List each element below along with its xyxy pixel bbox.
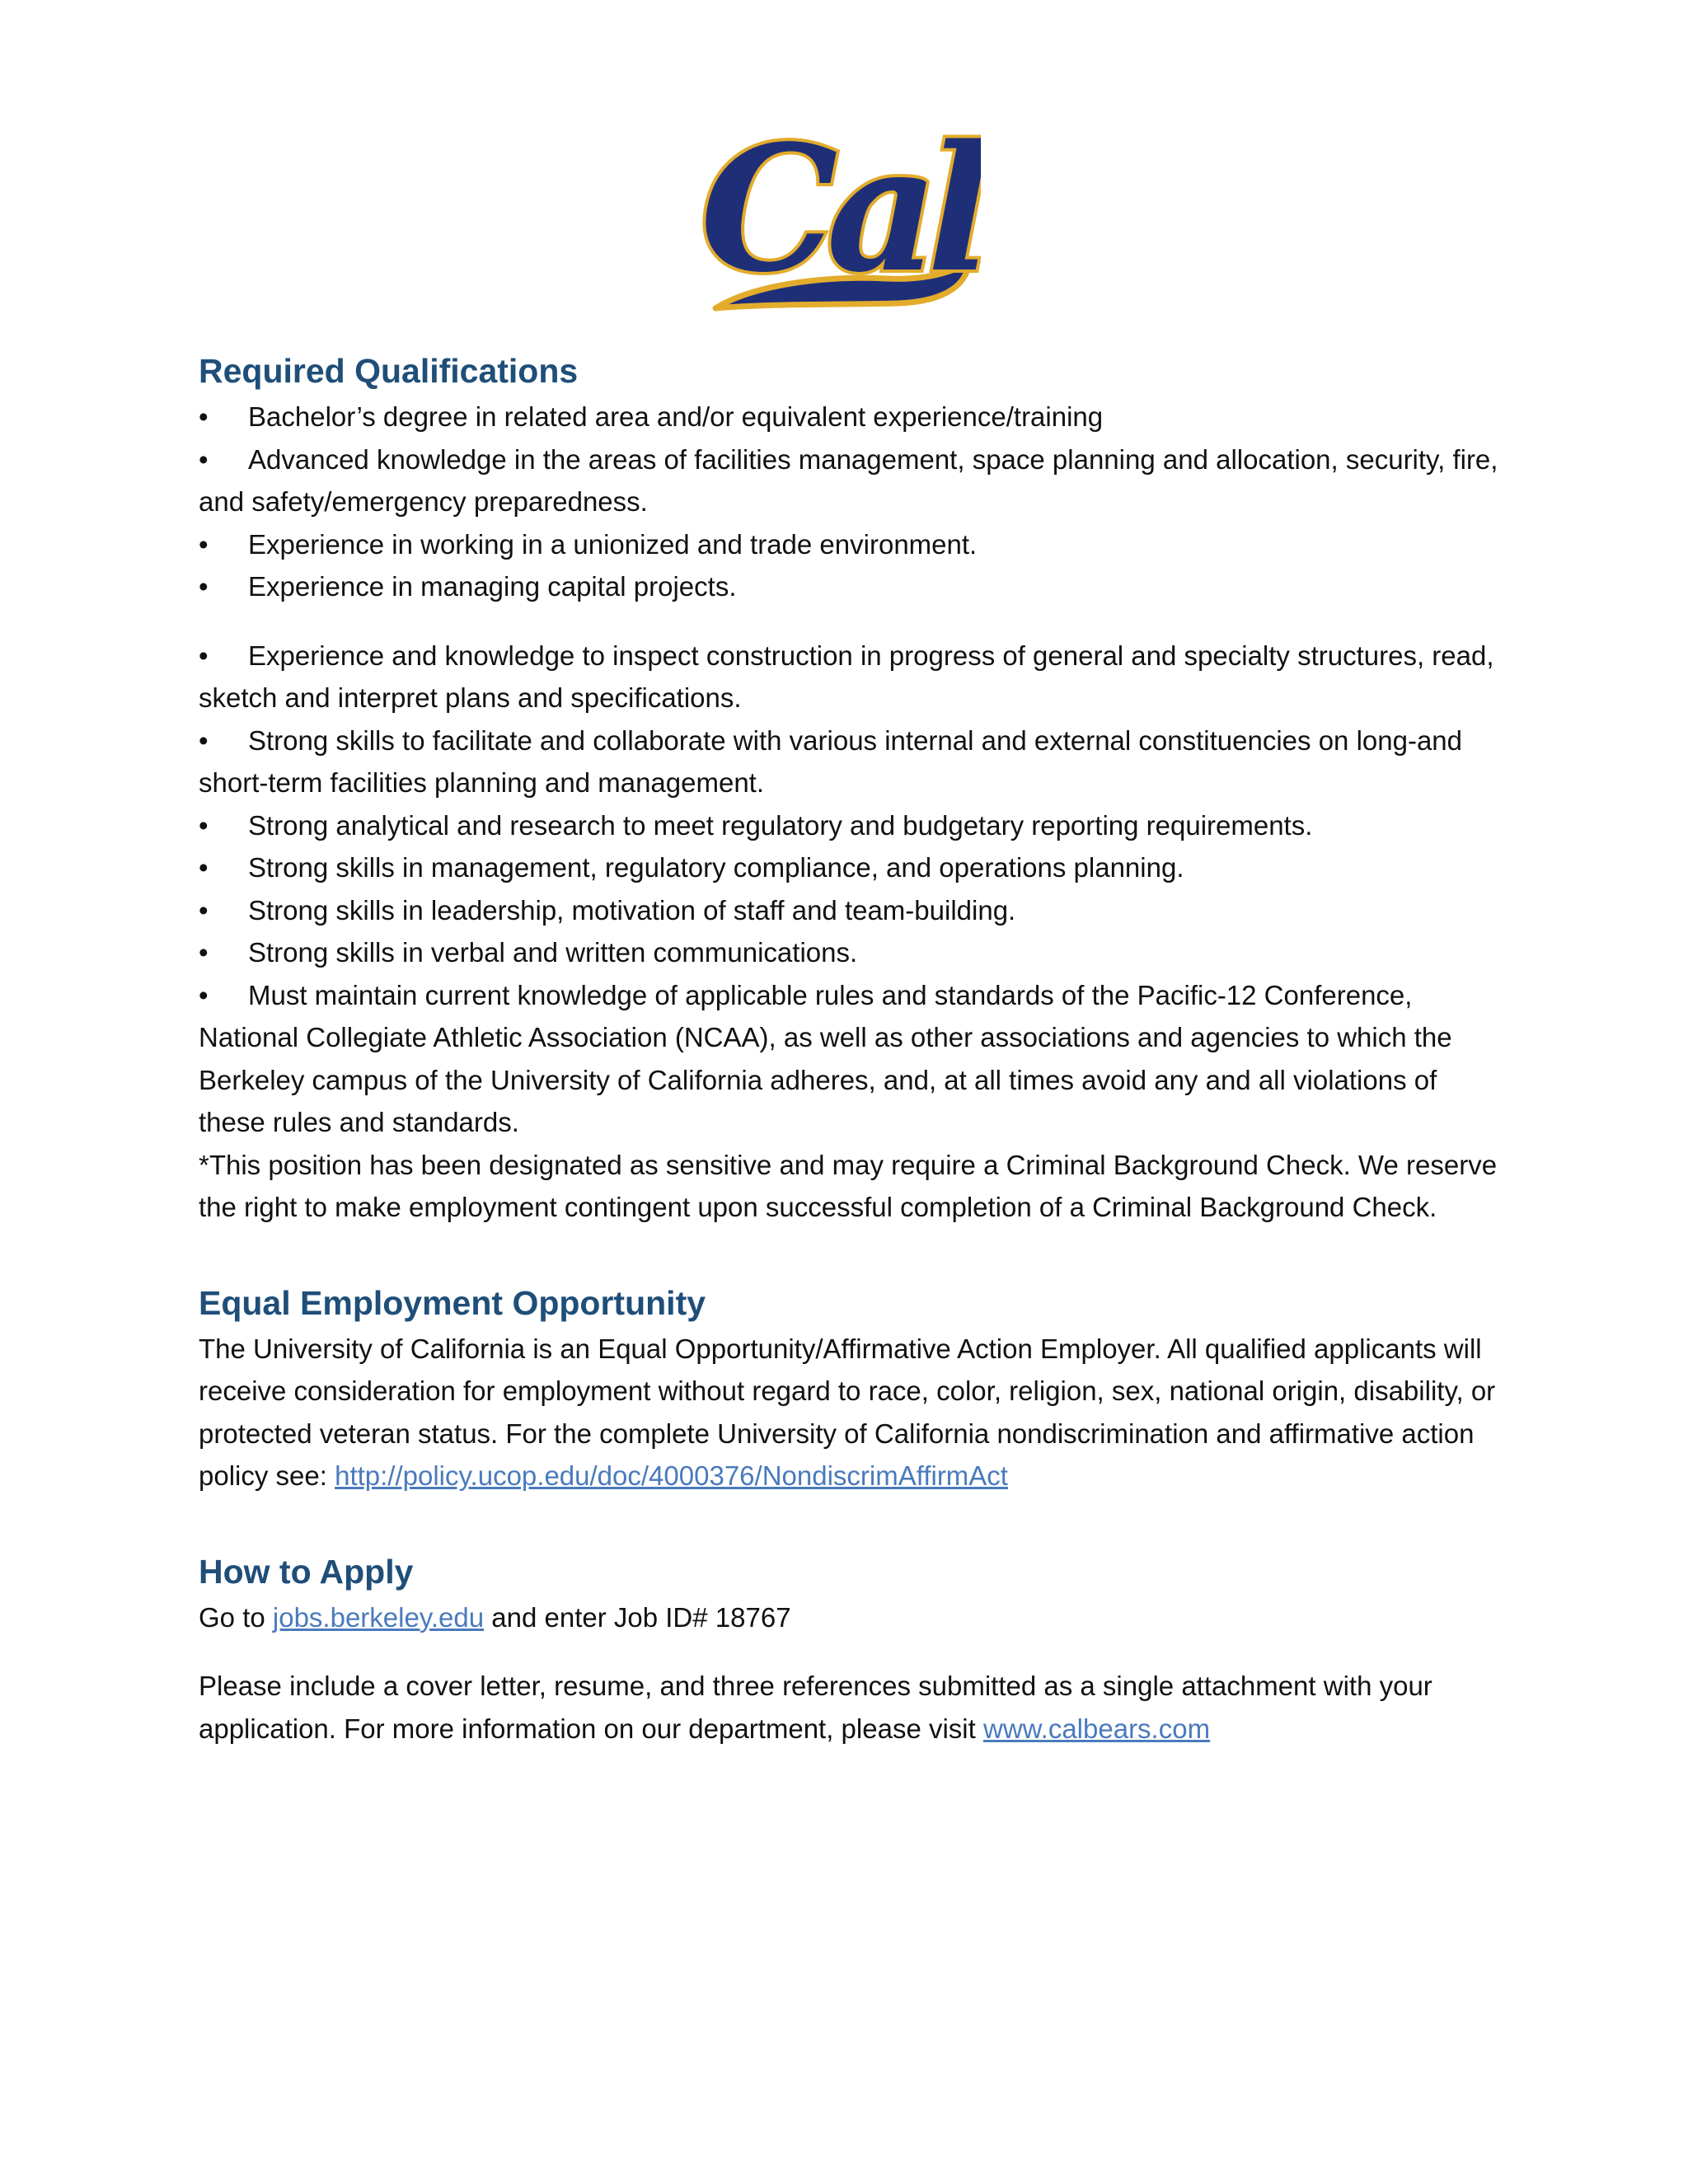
required-list-a <box>199 396 1501 608</box>
bullet-icon: • <box>199 640 209 671</box>
bullet-icon: • <box>199 937 209 968</box>
bullet-icon: • <box>199 894 209 926</box>
cal-logo <box>701 92 981 325</box>
bullet-icon: • <box>199 809 209 841</box>
bullet-icon: • <box>199 571 209 602</box>
apply-line-2: Please include a cover letter, resume, and three references submitted as a single attachment with your application. For more information on our department, please visit www.calbears.com <box>199 1671 1432 1744</box>
list-item: • Must maintain current knowledge of applicable rules and standards of the Pacific-12 Conference, National Collegiate Athletic Association (NCAA), as well as other associations and agencies to which the Berkeley campus of the University of California adheres, and, at all times avoid any and all violations of these rules and standards. <box>199 974 1501 1144</box>
required-list-b <box>199 635 1501 1144</box>
policy-link[interactable]: http://policy.ucop.edu/doc/4000376/NondiscrimAffirmAct <box>335 1460 1008 1491</box>
list-item: • Bachelor’s degree in related area and/or equivalent experience/training <box>199 396 1501 438</box>
document-content <box>199 346 1501 1750</box>
list-item: • Experience in working in a unionized and trade environment. <box>199 523 1501 566</box>
list-item: • Strong analytical and research to meet regulatory and budgetary reporting requirements. <box>199 804 1501 847</box>
how-to-apply-heading: How to Apply <box>199 1552 414 1591</box>
list-item: • Strong skills in leadership, motivation of staff and team-building. <box>199 889 1501 932</box>
bullet-icon: • <box>199 401 209 432</box>
bullet-icon: • <box>199 852 209 883</box>
cal-logo-text: Cal <box>701 107 981 311</box>
bullet-icon: • <box>199 528 209 560</box>
list-item: • Strong skills in verbal and written communications. <box>199 931 1501 974</box>
eeo-heading: Equal Employment Opportunity <box>199 1283 706 1322</box>
bullet-icon: • <box>199 443 209 475</box>
jobs-berkeley-link[interactable]: jobs.berkeley.edu <box>272 1601 485 1633</box>
list-item: • Strong skills in management, regulatory compliance, and operations planning. <box>199 846 1501 889</box>
list-item: • Experience and knowledge to inspect construction in progress of general and specialty structures, read, sketch and interpret plans and specifications. <box>199 635 1501 719</box>
calbears-link[interactable]: www.calbears.com <box>982 1713 1211 1744</box>
list-item: • Advanced knowledge in the areas of facilities management, space planning and allocation, security, fire, and safety/emergency preparedness. <box>199 438 1501 523</box>
required-qualifications-heading: Required Qualifications <box>199 352 579 390</box>
eeo-paragraph: The University of California is an Equal Opportunity/Affirmative Action Employer. All qualified applicants will receive consideration for employment without regard to race, color, religion, sex, national origin, disability, or protected veteran status. For the complete University of California nondiscrimination and affirmative action policy see: http://policy.ucop.edu/doc/4000376/NondiscrimAffirmAct <box>199 1333 1496 1491</box>
bullet-icon: • <box>199 724 209 756</box>
apply-line-1: Go to jobs.berkeley.edu and enter Job ID# 18767 <box>199 1601 791 1633</box>
bullet-icon: • <box>199 979 209 1010</box>
list-item: • Strong skills to facilitate and collaborate with various internal and external constituencies on long-and short-term facilities planning and management. <box>199 719 1501 804</box>
list-item: • Experience in managing capital projects. <box>199 565 1501 608</box>
background-check-note: *This position has been designated as sensitive and may require a Criminal Background Check. We reserve the right to make employment contingent upon successful completion of a Criminal Background Check. <box>199 1149 1498 1222</box>
